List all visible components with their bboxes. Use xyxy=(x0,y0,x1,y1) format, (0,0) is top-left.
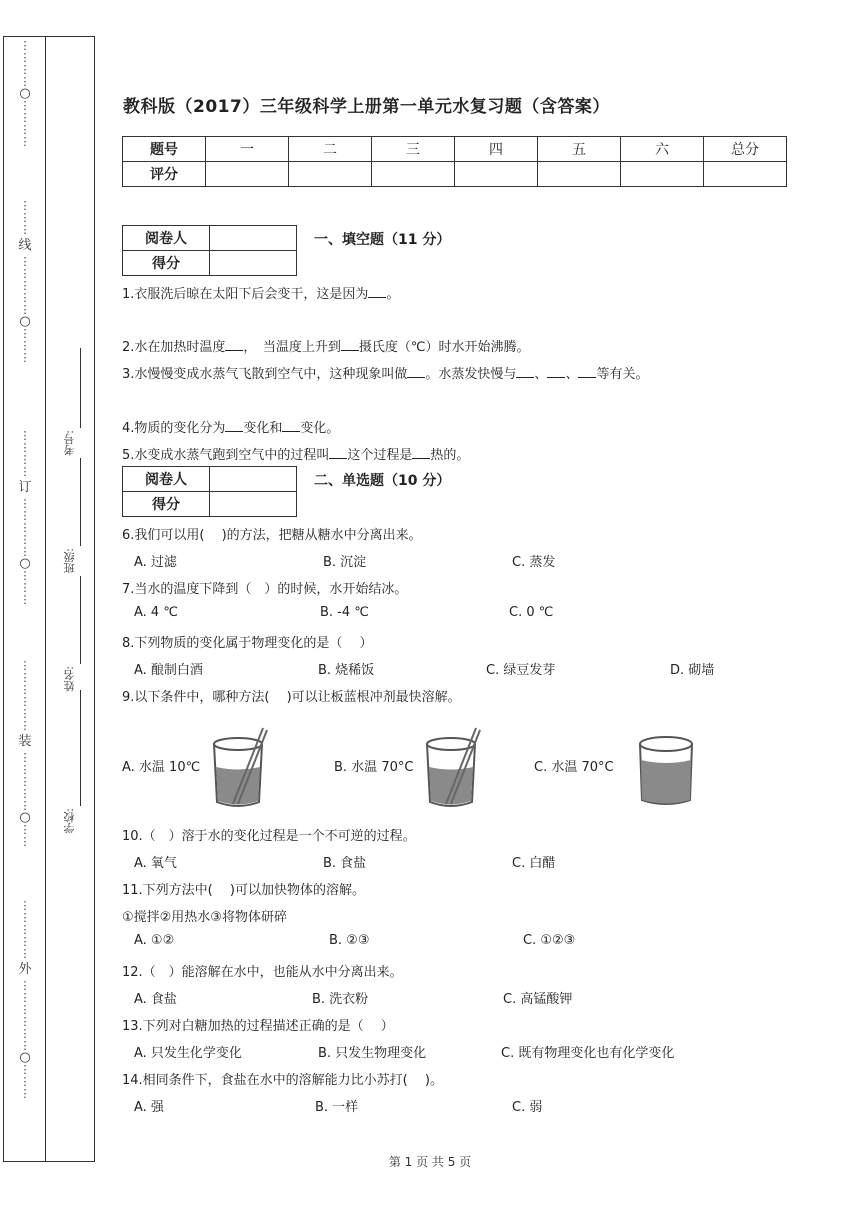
score-cell[interactable] xyxy=(289,162,372,187)
answer-blank[interactable] xyxy=(225,338,243,351)
option-b[interactable]: B. 烧稀饭 xyxy=(318,663,375,678)
class-label: 班级: xyxy=(63,548,76,574)
q4-text: 变化。 xyxy=(300,421,340,436)
binding-circle: ○ xyxy=(19,314,31,329)
binding-divider xyxy=(45,36,46,1162)
option-c[interactable]: C. 高锰酸钾 xyxy=(503,992,573,1007)
question-10: 10.（ ）溶于水的变化过程是一个不可逆的过程。 xyxy=(122,829,416,844)
score-header-cell: 四 xyxy=(455,137,538,162)
score-header-cell: 二 xyxy=(289,137,372,162)
answer-blank[interactable] xyxy=(412,446,430,459)
option-b[interactable]: B. ②③ xyxy=(329,933,370,948)
reviewer-box-1 xyxy=(122,225,297,276)
score-header-cell: 五 xyxy=(538,137,621,162)
q3-text: 。水蒸发快慢与 xyxy=(425,367,517,382)
binding-char-ding: 订 xyxy=(18,480,32,495)
exam-number-line xyxy=(80,348,81,428)
option-c[interactable]: C. 既有物理变化也有化学变化 xyxy=(501,1046,675,1061)
beaker-illustration-c xyxy=(632,730,702,810)
score-table-header-row xyxy=(123,137,787,162)
option-a[interactable]: A. 4 ℃ xyxy=(134,605,178,620)
score-cell[interactable] xyxy=(372,162,455,187)
option-b[interactable]: B. -4 ℃ xyxy=(320,605,369,620)
question-7: 7.当水的温度下降到（ ）的时候，水开始结冰。 xyxy=(122,582,408,597)
binding-circle: ○ xyxy=(19,1050,31,1065)
name-label: 姓名: xyxy=(63,666,76,692)
option-a[interactable]: A. 食盐 xyxy=(134,992,177,1007)
option-a[interactable]: A. 氧气 xyxy=(134,856,177,871)
question-13: 13.下列对白糖加热的过程描述正确的是（ ） xyxy=(122,1019,394,1034)
option-a[interactable]: A. 强 xyxy=(134,1100,164,1115)
option-a[interactable]: A. ①② xyxy=(134,933,175,948)
score-cell[interactable] xyxy=(538,162,621,187)
binding-circle: ○ xyxy=(19,556,31,571)
option-c[interactable]: C. 0 ℃ xyxy=(509,605,554,620)
q1-text: 1.衣服洗后晾在太阳下后会变干，这是因为 xyxy=(122,287,369,302)
beaker-stirring-illustration-a xyxy=(205,722,275,810)
score-table-score-row xyxy=(123,162,787,187)
q3-text: 、 xyxy=(534,367,548,382)
reviewer-box-2 xyxy=(122,466,297,517)
q2-text: 摄氏度（℃）时水开始沸腾。 xyxy=(358,340,530,355)
option-c[interactable]: C. 弱 xyxy=(512,1100,543,1115)
score-cell[interactable] xyxy=(704,162,787,187)
q2-text: ， 当温度上升到 xyxy=(243,340,341,355)
binding-circle: ○ xyxy=(19,810,31,825)
answer-blank[interactable] xyxy=(547,365,565,378)
option-b[interactable]: B. 食盐 xyxy=(323,856,367,871)
school-field[interactable] xyxy=(62,808,92,834)
score-cell[interactable] xyxy=(206,162,289,187)
class-field[interactable] xyxy=(62,548,92,574)
option-a[interactable]: A. 过滤 xyxy=(134,555,177,570)
q3-text: 等有关。 xyxy=(596,367,649,382)
option-c[interactable]: C. 绿豆发芽 xyxy=(486,663,556,678)
option-a[interactable]: A. 酿制白酒 xyxy=(134,663,203,678)
binding-dots-1: ⋮ ⋮ ⋮ ⋮ ○ ⋮ ⋮ ⋮ ⋮ xyxy=(19,39,31,148)
answer-blank[interactable] xyxy=(578,365,596,378)
option-c[interactable]: C. 蒸发 xyxy=(512,555,556,570)
answer-blank[interactable] xyxy=(225,419,243,432)
score-cell[interactable] xyxy=(455,162,538,187)
option-b[interactable]: B. 沉淀 xyxy=(323,555,367,570)
score-header-cell: 三 xyxy=(372,137,455,162)
q4-text: 变化和 xyxy=(243,421,283,436)
question-11-conditions: ①搅拌②用热水③将物体研碎 xyxy=(122,910,287,925)
answer-blank[interactable] xyxy=(329,446,347,459)
reviewer-cell[interactable] xyxy=(210,226,297,251)
score-label: 得分 xyxy=(123,251,210,276)
score-cell[interactable] xyxy=(210,492,297,517)
school-label: 学校: xyxy=(63,808,76,834)
question-6: 6.我们可以用( )的方法，把糖从糖水中分离出来。 xyxy=(122,528,422,543)
page-footer: 第 1 页 共 5 页 xyxy=(388,1155,472,1169)
question-9: 9.以下条件中，哪种方法( )可以让板蓝根冲剂最快溶解。 xyxy=(122,690,461,705)
option-c[interactable]: C. 白醋 xyxy=(512,856,556,871)
name-field[interactable] xyxy=(62,666,92,692)
option-b[interactable]: B. 洗衣粉 xyxy=(312,992,369,1007)
name-line xyxy=(80,576,81,664)
binding-dots-5: ⋮ ⋮ ⋮ ⋮ ⋮ 外 ⋮ ⋮ ⋮ ⋮ ⋮ ⋮ ○ ⋮ ⋮ ⋮ xyxy=(18,899,32,1100)
question-11: 11.下列方法中( )可以加快物体的溶解。 xyxy=(122,883,365,898)
binding-circle: ○ xyxy=(19,86,31,101)
score-header-cell: 六 xyxy=(621,137,704,162)
q5-text: 热的。 xyxy=(430,448,470,463)
binding-dots-3: ⋮ ⋮ ⋮ ⋮ 订 ⋮ ⋮ ⋮ ⋮ ⋮ ○ ⋮ ⋮ ⋮ xyxy=(18,429,32,606)
question-8: 8.下列物质的变化属于物理变化的是（ ） xyxy=(122,636,373,651)
score-header-cell: 一 xyxy=(206,137,289,162)
score-header-cell: 总分 xyxy=(704,137,787,162)
binding-char-zhuang: 装 xyxy=(18,734,32,749)
option-a[interactable]: A. 只发生化学变化 xyxy=(134,1046,242,1061)
question-14: 14.相同条件下，食盐在水中的溶解能力比小苏打( )。 xyxy=(122,1073,443,1088)
option-c[interactable]: C. ①②③ xyxy=(523,933,576,948)
option-d[interactable]: D. 砌墙 xyxy=(670,663,715,678)
option-b[interactable]: B. 一样 xyxy=(315,1100,359,1115)
binding-char-wai: 外 xyxy=(18,962,32,977)
question-2 xyxy=(122,336,530,355)
page-title: 教科版（2017）三年级科学上册第一单元水复习题（含答案） xyxy=(123,97,610,117)
exam-number-label: 考号: xyxy=(63,430,76,456)
q3-text: 3.水慢慢变成水蒸气飞散到空气中，这种现象叫做 xyxy=(122,367,408,382)
q3-text: 、 xyxy=(565,367,579,382)
section-title-single-choice: 二、单选题（10 分） xyxy=(314,473,451,489)
binding-dots-4: ⋮ ⋮ ⋮ ⋮ ⋮ ⋮ 装 ⋮ ⋮ ⋮ ⋮ ⋮ ○ ⋮ ⋮ xyxy=(18,659,32,848)
question-12: 12.（ ）能溶解在水中，也能从水中分离出来。 xyxy=(122,965,403,980)
option-c[interactable]: C. 水温 70°C xyxy=(534,760,614,775)
answer-blank[interactable] xyxy=(407,365,425,378)
question-1 xyxy=(122,283,399,302)
question-5 xyxy=(122,444,469,463)
score-header-cell: 题号 xyxy=(123,137,206,162)
reviewer-label: 阅卷人 xyxy=(123,226,210,251)
answer-blank[interactable] xyxy=(341,338,359,351)
option-b[interactable]: B. 只发生物理变化 xyxy=(318,1046,427,1061)
score-row-label: 评分 xyxy=(123,162,206,187)
reviewer-label: 阅卷人 xyxy=(123,467,210,492)
option-b[interactable]: B. 水温 70°C xyxy=(334,760,414,775)
score-cell[interactable] xyxy=(210,251,297,276)
exam-number-field[interactable] xyxy=(62,430,92,456)
answer-blank[interactable] xyxy=(282,419,300,432)
question-3 xyxy=(122,363,648,382)
class-line xyxy=(80,458,81,546)
binding-dots-2: ⋮ ⋮ ⋮ 线 ⋮ ⋮ ⋮ ⋮ ⋮ ○ ⋮ ⋮ ⋮ xyxy=(18,199,32,364)
q2-text: 2.水在加热时温度 xyxy=(122,340,226,355)
score-table xyxy=(122,136,787,187)
school-line xyxy=(80,690,81,806)
score-cell[interactable] xyxy=(621,162,704,187)
question-4 xyxy=(122,417,339,436)
q1-text: 。 xyxy=(386,287,400,302)
score-label: 得分 xyxy=(123,492,210,517)
q4-text: 4.物质的变化分为 xyxy=(122,421,226,436)
option-a[interactable]: A. 水温 10℃ xyxy=(122,760,201,775)
q5-text: 这个过程是 xyxy=(347,448,413,463)
section-title-fill-blank: 一、填空题（11 分） xyxy=(314,232,451,248)
reviewer-cell[interactable] xyxy=(210,467,297,492)
beaker-stirring-illustration-b xyxy=(418,722,488,810)
answer-blank[interactable] xyxy=(368,285,386,298)
q5-text: 5.水变成水蒸气跑到空气中的过程叫 xyxy=(122,448,330,463)
answer-blank[interactable] xyxy=(516,365,534,378)
binding-char-line: 线 xyxy=(18,238,32,253)
